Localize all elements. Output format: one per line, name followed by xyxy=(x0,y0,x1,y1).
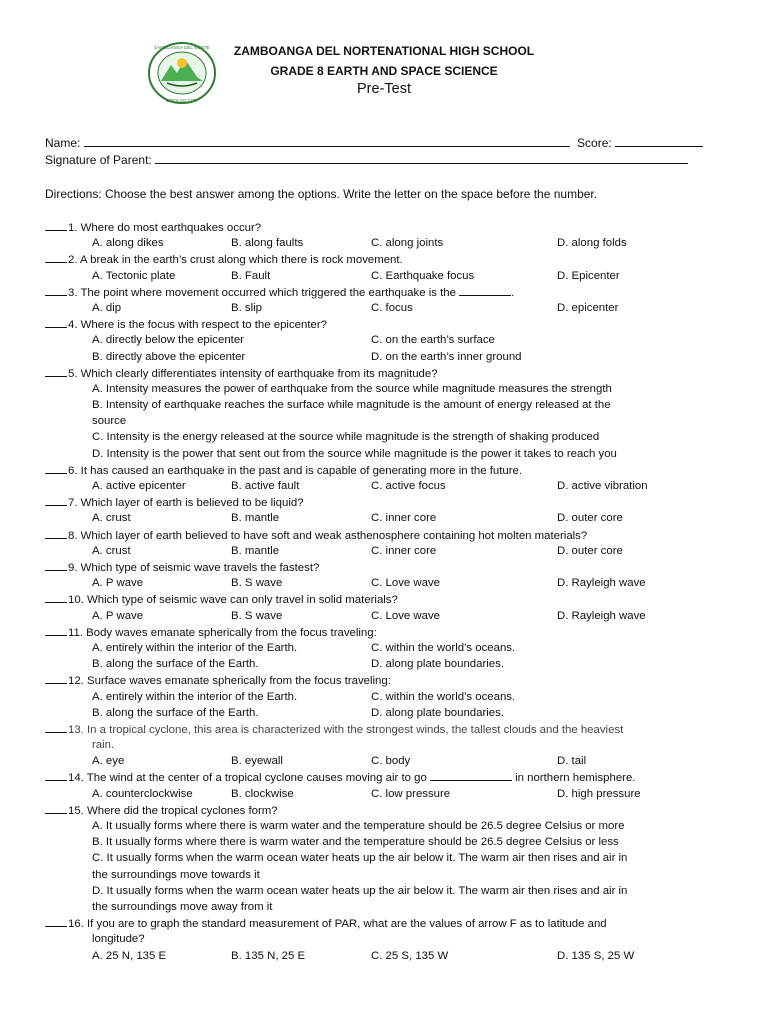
option-c: C. low pressure xyxy=(371,787,451,800)
options-1 xyxy=(45,235,725,251)
options-10 xyxy=(45,608,725,624)
question-list xyxy=(45,219,725,964)
option-d: D. active vibration xyxy=(557,480,648,493)
question-4: 4. Where is the focus with respect to the epicenter? xyxy=(45,316,725,332)
option-c: C. Love wave xyxy=(371,609,441,622)
name-label: Name: xyxy=(45,136,81,150)
option-a: A. Tectonic plate xyxy=(92,269,176,282)
option-a: A. Intensity measures the power of earthquake from the source while magnitude measures the strength xyxy=(92,382,612,395)
options-12a xyxy=(45,689,725,705)
options-11b xyxy=(45,656,725,672)
options-14 xyxy=(45,786,725,802)
option-a: A. crust xyxy=(92,544,131,557)
option-c: C. within the world’s oceans. xyxy=(371,690,516,703)
option-c: C. body xyxy=(371,755,411,768)
signature-line xyxy=(45,152,688,167)
question-7: 7. Which layer of earth is believed to be liquid? xyxy=(45,494,725,510)
option-c: C. Love wave xyxy=(371,577,441,590)
option-d: D. Epicenter xyxy=(557,269,620,282)
options-2 xyxy=(45,268,725,284)
answer-blank-14[interactable] xyxy=(45,769,67,781)
question-16: 16. If you are to graph the standard measurement of PAR, what are the values of arrow F as to latitude and xyxy=(45,915,725,931)
option-c-cont: the surroundings move towards it xyxy=(92,868,260,881)
answer-blank-4[interactable] xyxy=(45,316,67,328)
answer-blank-16[interactable] xyxy=(45,915,67,927)
question-5: 5. Which clearly differentiates intensity of earthquake from its magnitude? xyxy=(45,365,725,381)
option-a: A. dip xyxy=(92,301,122,314)
option-d: D. along plate boundaries. xyxy=(371,658,504,671)
option-b: B. slip xyxy=(231,301,263,314)
option-d: D. outer core xyxy=(557,544,623,557)
option-c: C. Earthquake focus xyxy=(371,269,475,282)
option-c: C. active focus xyxy=(371,480,446,493)
answer-blank-11[interactable] xyxy=(45,624,67,636)
option-b: B. along faults xyxy=(231,237,304,250)
option-c: C. along joints xyxy=(371,237,444,250)
question-1: 1. Where do most earthquakes occur? xyxy=(45,219,725,235)
option-c: C. It usually forms when the warm ocean water heats up the air below it. The warm air then rises and air in xyxy=(92,852,628,865)
question-8: 8. Which layer of earth believed to have soft and weak asthenosphere containing hot molten materials? xyxy=(45,527,725,543)
option-c: C. on the earth’s surface xyxy=(371,334,495,347)
options-7 xyxy=(45,510,725,526)
option-d: D. 135 S, 25 W xyxy=(557,949,635,962)
option-d: D. It usually forms when the warm ocean water heats up the air below it. The warm air then rises and air in xyxy=(92,884,628,897)
question-11: 11. Body waves emanate spherically from the focus traveling: xyxy=(45,624,725,640)
answer-blank-7[interactable] xyxy=(45,494,67,506)
option-a: A. along dikes xyxy=(92,237,164,250)
option-a: A. directly below the epicenter xyxy=(92,334,244,347)
option-b: B. eyewall xyxy=(231,755,283,768)
question-14: 14. The wind at the center of a tropical cyclone causes moving air to go in northern hemisphere. xyxy=(45,769,725,785)
option-a: A. It usually forms where there is warm water and the temperature should be 26.5 degree Celsius or more xyxy=(92,820,625,833)
answer-blank-3[interactable] xyxy=(45,284,67,296)
question-15: 15. Where did the tropical cyclones form? xyxy=(45,802,725,818)
option-b: B. S wave xyxy=(231,609,283,622)
question-3: 3. The point where movement occurred which triggered the earthquake is the . xyxy=(45,284,725,300)
option-a: A. 25 N, 135 E xyxy=(92,949,167,962)
option-c: C. inner core xyxy=(371,544,437,557)
answer-blank-6[interactable] xyxy=(45,462,67,474)
name-score-line xyxy=(45,135,703,150)
option-b: B. S wave xyxy=(231,577,283,590)
option-d: D. high pressure xyxy=(557,787,641,800)
option-b: B. directly above the epicenter xyxy=(92,350,246,363)
option-b: B. along the surface of the Earth. xyxy=(92,706,259,719)
score-label: Score: xyxy=(577,136,612,150)
answer-blank-15[interactable] xyxy=(45,802,67,814)
name-field[interactable] xyxy=(84,135,570,147)
option-b: B. 135 N, 25 E xyxy=(231,949,306,962)
option-d: D. Rayleigh wave xyxy=(557,609,646,622)
option-d: D. along plate boundaries. xyxy=(371,706,504,719)
option-c: C. Intensity is the energy released at the source while magnitude is the strength of shaking produced xyxy=(92,431,600,444)
option-d: D. on the earth’s inner ground xyxy=(371,350,522,363)
answer-blank-8[interactable] xyxy=(45,527,67,539)
answer-blank-10[interactable] xyxy=(45,591,67,603)
option-d-cont: the surroundings move away from it xyxy=(92,901,273,914)
test-title: Pre-Test xyxy=(357,81,411,97)
options-9 xyxy=(45,575,725,591)
signature-field[interactable] xyxy=(155,152,688,164)
answer-blank-13[interactable] xyxy=(45,721,67,733)
answer-blank-5[interactable] xyxy=(45,365,67,377)
question-16-cont: longitude? xyxy=(92,933,145,946)
option-d: D. tail xyxy=(557,755,587,768)
option-d: D. outer core xyxy=(557,512,623,525)
option-c: C. inner core xyxy=(371,512,437,525)
option-b: B. mantle xyxy=(231,544,280,557)
question-6: 6. It has caused an earthquake in the past and is capable of generating more in the future. xyxy=(45,462,725,478)
option-d: D. Rayleigh wave xyxy=(557,577,646,590)
directions: Directions: Choose the best answer among the options. Write the letter on the space before the number. xyxy=(45,187,598,201)
option-b: B. active fault xyxy=(231,480,300,493)
question-9: 9. Which type of seismic wave travels the fastest? xyxy=(45,559,725,575)
option-b: B. clockwise xyxy=(231,787,294,800)
options-12b xyxy=(45,705,725,721)
svg-text:ZAMBOANGA DEL NORTE: ZAMBOANGA DEL NORTE xyxy=(154,45,210,50)
option-b: B. It usually forms where there is warm water and the temperature should be 26.5 degree Celsius or less xyxy=(92,836,619,849)
option-b: B. Fault xyxy=(231,269,271,282)
answer-blank-9[interactable] xyxy=(45,559,67,571)
options-8 xyxy=(45,543,725,559)
subject-title: GRADE 8 EARTH AND SPACE SCIENCE xyxy=(270,64,498,78)
option-b: B. mantle xyxy=(231,512,280,525)
options-13 xyxy=(45,753,725,769)
school-name: ZAMBOANGA DEL NORTENATIONAL HIGH SCHOOL xyxy=(233,44,535,58)
option-b: B. Intensity of earthquake reaches the surface while magnitude is the amount of energy released at the xyxy=(92,399,611,412)
option-b-cont: source xyxy=(92,415,127,428)
option-a: A. P wave xyxy=(92,609,144,622)
options-11a xyxy=(45,640,725,656)
score-field[interactable] xyxy=(615,135,703,147)
question-13-cont: rain. xyxy=(92,739,115,752)
question-12: 12. Surface waves emanate spherically from the focus traveling: xyxy=(45,672,725,688)
answer-blank-1[interactable] xyxy=(45,219,67,231)
question-10: 10. Which type of seismic wave can only travel in solid materials? xyxy=(45,591,725,607)
option-d: D. Intensity is the power that sent out from the source while magnitude is the power it takes to reach you xyxy=(92,447,617,460)
option-a: A. entirely within the interior of the Earth. xyxy=(92,641,298,654)
question-13: 13. In a tropical cyclone, this area is characterized with the strongest winds, the tallest clouds and the heaviest xyxy=(45,721,725,737)
option-b: B. along the surface of the Earth. xyxy=(92,658,259,671)
answer-blank-2[interactable] xyxy=(45,251,67,263)
option-a: A. P wave xyxy=(92,577,144,590)
answer-blank-12[interactable] xyxy=(45,672,67,684)
option-a: A. crust xyxy=(92,512,131,525)
inline-blank xyxy=(430,769,512,781)
option-c: C. focus xyxy=(371,301,413,314)
options-16 xyxy=(45,948,725,964)
question-2: 2. A break in the earth’s crust along which there is rock movement. xyxy=(45,251,725,267)
options-4b xyxy=(45,349,725,365)
option-a: A. counterclockwise xyxy=(92,787,193,800)
inline-blank xyxy=(459,284,511,296)
option-a: A. entirely within the interior of the Earth. xyxy=(92,690,298,703)
option-c: C. within the world’s oceans. xyxy=(371,641,516,654)
option-c: C. 25 S, 135 W xyxy=(371,949,449,962)
svg-text:DIPOLOG CITY: DIPOLOG CITY xyxy=(165,98,199,103)
options-4a xyxy=(45,332,725,348)
options-6 xyxy=(45,478,725,494)
signature-label: Signature of Parent: xyxy=(45,153,152,167)
option-a: A. active epicenter xyxy=(92,480,186,493)
option-a: A. eye xyxy=(92,755,125,768)
options-3 xyxy=(45,300,725,316)
option-d: D. along folds xyxy=(557,237,627,250)
option-d: D. epicenter xyxy=(557,301,619,314)
